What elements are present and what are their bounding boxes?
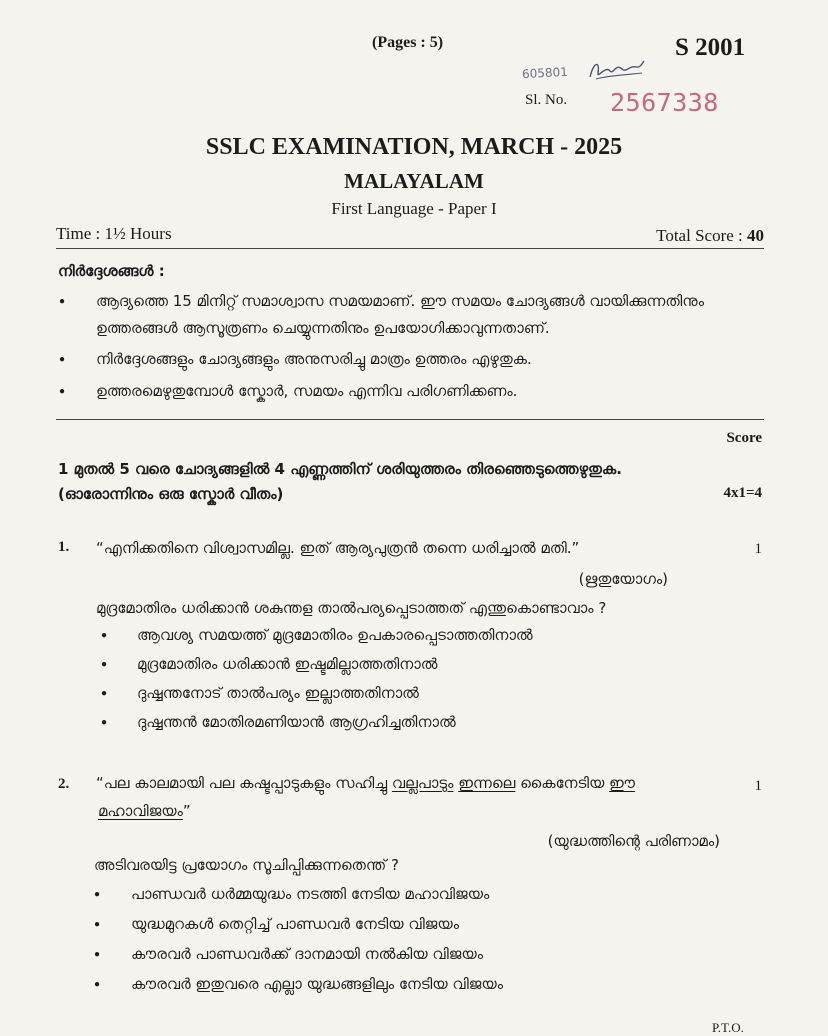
section-marks: 4x1=4 <box>723 485 762 501</box>
score-heading: Score <box>726 430 762 446</box>
option: കൗരവർ ഇതുവരെ എല്ലാ യുദ്ധങ്ങളിലും നേടിയ വിജയം <box>131 975 504 993</box>
paper-code: S 2001 <box>675 34 746 61</box>
instruction-item: നിർദ്ദേശങ്ങളും ചോദ്യങ്ങളും അനുസരിച്ചു മാത്രം ഉത്തരം എഴുതുക. <box>96 350 532 368</box>
underlined-phrase: മഹാവിജയം <box>98 802 183 820</box>
instruction-item: ആദ്യത്തെ 15 മിനിറ്റ് സമാശ്വാസ സമയമാണ്. ഈ സമയം ചോദ്യങ്ങൾ വായിക്കുന്നതിനും <box>96 292 704 310</box>
question-quote: “എനിക്കതിനെ വിശ്വാസമില്ല. ഇത് ആര്യപുത്രൻ തന്നെ ധരിച്ചാൽ മതി.” <box>96 539 580 557</box>
subject-title: MALAYALAM <box>344 169 484 193</box>
total-score-label: Total Score : <box>656 226 747 245</box>
divider <box>56 419 764 420</box>
bullet-icon: • <box>92 976 102 994</box>
quote-text: “പല കാലമായി പല കഷ്ടപ്പാടുകളും സഹിച്ചു <box>96 774 392 792</box>
question-number: 2. <box>58 776 70 792</box>
bullet-icon: • <box>99 656 109 674</box>
option: മുദ്രമോതിരം ധരിക്കാൻ ഇഷ്ടമില്ലാത്തതിനാൽ <box>137 655 438 673</box>
underlined-phrase: വല്ലപാടും <box>391 774 454 792</box>
total-score-value: 40 <box>747 226 764 245</box>
pto-label: P.T.O. <box>712 1020 744 1035</box>
bullet-icon: • <box>99 714 109 732</box>
bullet-icon: • <box>99 685 109 703</box>
question-text: അടിവരയിട്ട പ്രയോഗം സൂചിപ്പിക്കുന്നതെന്ത് ? <box>94 856 399 874</box>
divider <box>56 248 764 249</box>
exam-title: SSLC EXAMINATION, MARCH - 2025 <box>205 134 623 160</box>
section-instruction-sub: (ഓരോന്നിനും ഒരു സ്കോർ വീതം) <box>58 485 284 503</box>
instruction-item: ഉത്തരമെഴുതുമ്പോൾ സ്കോർ, സമയം എന്നിവ പരിഗണിക്കണം. <box>96 382 518 400</box>
pages-count: (Pages : 5) <box>372 34 444 51</box>
underlined-phrase: ഈ <box>609 774 635 792</box>
question-score: 1 <box>754 541 762 557</box>
question-source: (യുദ്ധത്തിന്റെ പരിണാമം) <box>547 832 720 850</box>
handwritten-number: 605801 <box>521 64 569 82</box>
bullet-icon: • <box>57 293 67 311</box>
paper-title: First Language - Paper I <box>331 199 497 218</box>
signature-icon <box>586 55 646 85</box>
bullet-icon: • <box>99 627 109 645</box>
total-score <box>656 226 764 246</box>
option: ആവശ്യ സമയത്ത് മുദ്രമോതിരം ഉപകാരപ്പെടാത്തതിനാൽ <box>137 626 533 644</box>
bullet-icon: • <box>92 916 102 934</box>
option: ദുഷ്ഷന്തൻ മോതിരമണിയാൻ ആഗ്രഹിച്ചതിനാൽ <box>137 713 456 731</box>
section-instruction: 1 മുതൽ 5 വരെ ചോദ്യങ്ങളിൽ 4 എണ്ണത്തിന് ശരിയുത്തരം തിരഞ്ഞെടുത്തെഴുതുക. <box>58 460 622 478</box>
quote-text: കൈനേടിയ <box>515 774 610 792</box>
time-allowed: Time : 1½ Hours <box>56 224 172 243</box>
question-source: (ഋതുയോഗം) <box>578 570 668 588</box>
serial-number: 2567338 <box>610 88 719 117</box>
quote-end: ” <box>182 802 191 820</box>
underlined-phrase: ഇന്നലെ <box>458 774 516 792</box>
instructions-heading: നിർദ്ദേശങ്ങൾ : <box>58 262 165 280</box>
bullet-icon: • <box>92 886 102 904</box>
option: യുദ്ധമുറകൾ തെറ്റിച്ച് പാണ്ഡവർ നേടിയ വിജയം <box>131 915 459 933</box>
option: കൗരവർ പാണ്ഡവർക്ക് ദാനമായി നൽകിയ വിജയം <box>131 945 484 963</box>
bullet-icon: • <box>57 383 67 401</box>
option: ദുഷ്ഷന്തനോട് താൽപര്യം ഇല്ലാത്തതിനാൽ <box>137 684 419 702</box>
question-text: മുദ്രമോതിരം ധരിക്കാൻ ശകുന്തള താൽപര്യപ്പെടാത്തത് എന്തുകൊണ്ടാവാം ? <box>96 599 607 617</box>
question-quote-cont <box>98 802 191 820</box>
instruction-item: ഉത്തരങ്ങൾ ആസൂത്രണം ചെയ്യുന്നതിനും ഉപയോഗിക്കാവുന്നതാണ്. <box>96 319 550 337</box>
bullet-icon: • <box>57 351 67 369</box>
question-number: 1. <box>58 539 70 555</box>
option: പാണ്ഡവർ ധർമ്മയുദ്ധം നടത്തി നേടിയ മഹാവിജയം <box>131 885 490 903</box>
bullet-icon: • <box>92 946 102 964</box>
sl-no-label: Sl. No. <box>525 92 568 108</box>
question-score: 1 <box>754 778 762 794</box>
question-quote <box>96 774 635 792</box>
